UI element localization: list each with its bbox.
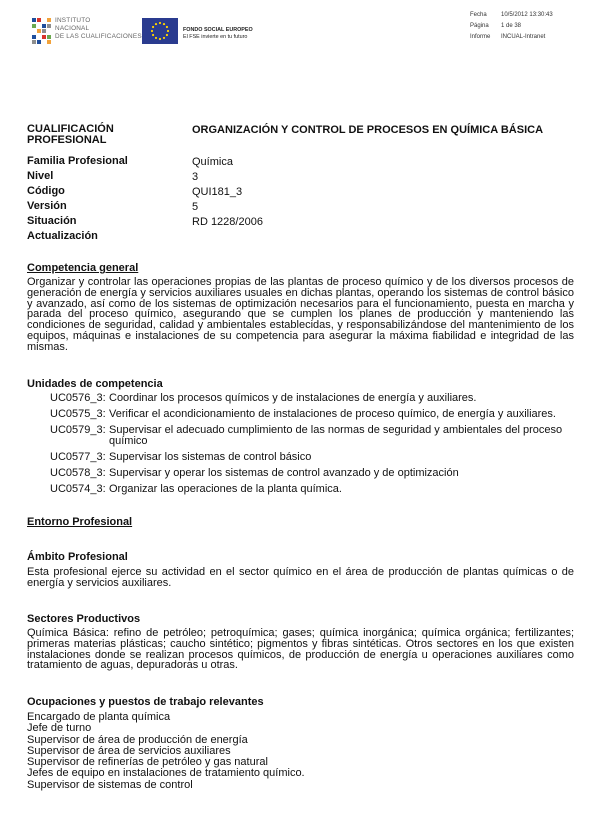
eu-star (155, 37, 157, 39)
field-row-codigo (27, 186, 577, 201)
field-value: QUI181_3 (192, 186, 243, 198)
field-label: Familia Profesional (27, 155, 128, 167)
field-label: Versión (27, 200, 67, 212)
unit-code: UC0579_3: (50, 424, 106, 437)
fse-logo-tagline: El FSE invierte en tu futuro (183, 34, 248, 40)
incual-logo (32, 16, 147, 50)
ocupaciones-heading: Ocupaciones y puestos de trabajo relevantes (27, 696, 264, 708)
unit-desc: Coordinar los procesos químicos y de instalaciones de energía y auxiliares. (109, 392, 477, 404)
incual-square (32, 24, 36, 28)
field-label: Actualización (27, 230, 98, 242)
incual-logo-line-1: INSTITUTO (55, 17, 91, 24)
field-row-version (27, 201, 577, 216)
fse-logo (142, 18, 272, 46)
qualification-title-label: CUALIFICACIÓN PROFESIONAL (27, 123, 114, 146)
incual-square (42, 24, 46, 28)
incual-square (47, 24, 51, 28)
unit-desc: Supervisar y operar los sistemas de control avanzado y de optimización (109, 466, 459, 479)
sectores-text: Química Básica: refino de petróleo; petroquímica; gases; química inorgánica; química orgánica; fertilizantes; primeras materias plásticas; caucho sintético; pigmentos y fibras sintéticas. Otros sectores en los que existen instalaciones donde se realizan procesos químicos, de producción de energía u operaciones auxiliares como tratamiento de aguas, depuradoras u otras. (27, 627, 574, 672)
ocupacion-item: Supervisor de refinerías de petróleo y gas natural (27, 756, 268, 769)
incual-squares-icon (32, 18, 52, 46)
unit-desc: Verificar el acondicionamiento de instalaciones de proceso químico, de energía y auxiliares. (109, 408, 556, 421)
ocupacion-item: Supervisor de sistemas de control (27, 778, 193, 791)
field-row-situacion (27, 216, 577, 231)
incual-square (37, 40, 41, 44)
eu-star (167, 30, 169, 32)
sectores-heading: Sectores Productivos (27, 613, 141, 625)
qualification-title-row (27, 124, 577, 156)
field-row-familia (27, 156, 577, 171)
field-row-nivel (27, 171, 577, 186)
unit-code: UC0577_3: (50, 450, 106, 463)
eu-star (159, 38, 161, 40)
unit-item (50, 468, 575, 479)
incual-square (32, 35, 36, 39)
unit-desc: Supervisar los sistemas de control básico (109, 450, 312, 463)
incual-square (42, 29, 46, 33)
incual-square (37, 29, 41, 33)
eu-star (166, 26, 168, 28)
incual-square (47, 40, 51, 44)
unit-item (50, 409, 575, 420)
ocupacion-item: Jefe de turno (27, 722, 92, 735)
eu-star (151, 30, 153, 32)
meta-label: Informe (470, 34, 491, 40)
field-value: RD 1228/2006 (192, 216, 263, 228)
incual-square (47, 18, 51, 22)
eu-star (166, 34, 168, 36)
unit-item (50, 452, 575, 463)
competencia-general-heading: Competencia general (27, 262, 139, 274)
unit-item (50, 393, 575, 404)
eu-star (155, 23, 157, 25)
meta-value: 10/5/2012 13:30:43 (501, 12, 553, 18)
unit-code: UC0578_3: (50, 466, 106, 479)
competencia-general-text: Organizar y controlar las operaciones propias de las plantas de proceso químico y de los diversos procesos de generación de energía y servicios auxiliares usuales en dichas plantas, operando los sistemas de control básico y avanzado, así como de los sistemas de optimización necesarios para el funcionamiento, puesta en marcha y parada del proceso químico, asegurando que se cumplen los planes de producción y manteniendo las condiciones de seguridad, calidad y ambientales establecidas, y responsabilizándose del mantenimiento de los equipos, máquinas e instalaciones de su competencia para asegurar la máxima fiabilidad e integridad de las mismas. (27, 276, 574, 353)
field-label: Situación (27, 215, 77, 227)
eu-star (152, 26, 154, 28)
ocupacion-item: Supervisor de área de producción de energía (27, 733, 248, 746)
qualification-block (27, 124, 577, 246)
field-value: 5 (192, 201, 199, 213)
entorno-heading: Entorno Profesional (27, 516, 133, 528)
meta-value: 1 de 38 (501, 23, 522, 29)
fse-logo-title: FONDO SOCIAL EUROPEO (183, 27, 253, 33)
unidades-list (50, 393, 575, 500)
ambito-heading: Ámbito Profesional (27, 551, 128, 563)
incual-square (47, 35, 51, 39)
incual-square (37, 18, 41, 22)
qualification-title: ORGANIZACIÓN Y CONTROL DE PROCESOS EN QUÍMICA BÁSICA (192, 124, 544, 136)
unit-desc: Organizar las operaciones de la planta química. (109, 483, 342, 496)
eu-star (159, 22, 161, 24)
field-value: 3 (192, 171, 199, 183)
unit-code: UC0575_3: (50, 408, 106, 421)
unidades-heading: Unidades de competencia (27, 378, 163, 390)
incual-square (32, 40, 36, 44)
unit-item (50, 484, 575, 495)
eu-star (163, 37, 165, 39)
unit-code: UC0576_3: (50, 392, 106, 404)
incual-logo-line-3: DE LAS CUALIFICACIONES (55, 33, 142, 40)
field-label: Nivel (27, 170, 54, 182)
eu-flag-icon (142, 18, 178, 44)
incual-square (32, 18, 36, 22)
field-row-actualizacion (27, 231, 577, 246)
meta-label: Página (470, 23, 489, 29)
incual-logo-line-2: NACIONAL (55, 25, 90, 32)
meta-label: Fecha (470, 12, 487, 18)
unit-desc: Supervisar el adecuado cumplimiento de las normas de seguridad y ambientales del proceso químico (109, 424, 563, 447)
ocupacion-item: Jefes de equipo en instalaciones de tratamiento químico. (27, 767, 305, 780)
eu-star (163, 23, 165, 25)
field-value: Química (192, 156, 233, 168)
ambito-text: Esta profesional ejerce su actividad en el sector químico en el área de producción de plantas químicas o de energía y servicios auxiliares. (27, 566, 574, 589)
incual-square (42, 35, 46, 39)
meta-value: INCUAL-Intranet (501, 34, 546, 40)
ocupacion-item: Supervisor de área de servicios auxiliares (27, 744, 231, 757)
ocupacion-item: Encargado de planta química (27, 711, 171, 723)
unit-code: UC0574_3: (50, 483, 106, 496)
unit-item (50, 425, 575, 446)
ocupaciones-list (27, 712, 305, 791)
eu-star (152, 34, 154, 36)
field-label: Código (27, 185, 65, 197)
